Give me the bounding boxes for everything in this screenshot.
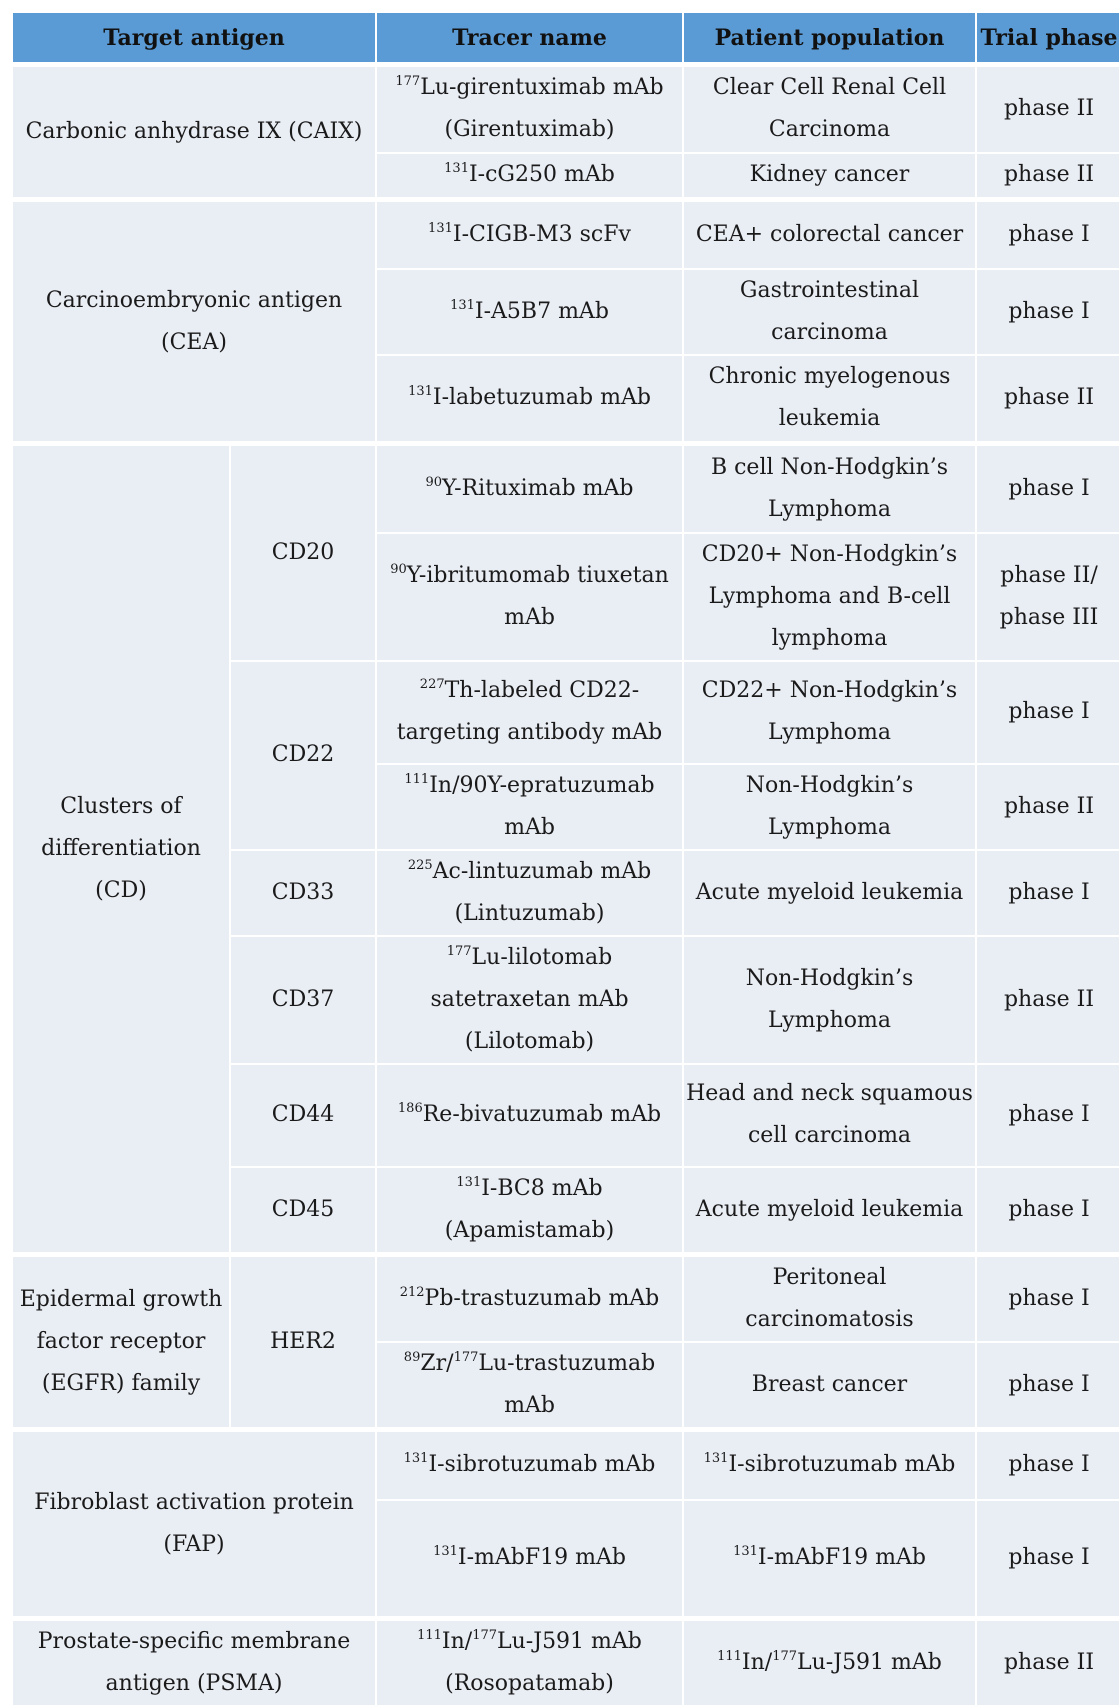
phase-cell: phase II bbox=[976, 936, 1119, 1064]
phase-cell: phase II bbox=[976, 153, 1119, 200]
population-cell bbox=[683, 1429, 976, 1500]
tracer-text: Lu-J591 mAb (Rosopatamab) bbox=[445, 1628, 642, 1696]
tracer-text: I-cG250 mAb bbox=[468, 162, 615, 188]
phase-cell: phase I bbox=[976, 269, 1119, 355]
tracer-text: I-labetuzumab mAb bbox=[432, 385, 651, 411]
isotope-mass: 90 bbox=[425, 474, 443, 490]
tracer-cell bbox=[376, 1064, 683, 1167]
population-cell: Breast cancer bbox=[683, 1342, 976, 1430]
isotope-mass: 177 bbox=[446, 943, 472, 959]
subgroup-cd37: CD37 bbox=[230, 936, 376, 1064]
subgroup-cd22: CD22 bbox=[230, 661, 376, 850]
group-egfr: Epidermal growth factor receptor (EGFR) family bbox=[12, 1254, 230, 1429]
phase-cell: phase II bbox=[976, 1618, 1119, 1706]
tracer-text: In/90Y-epratuzumab mAb bbox=[429, 772, 655, 840]
isotope-mass: 131 bbox=[450, 297, 475, 313]
isotope-mass: 89 bbox=[403, 1349, 421, 1365]
tracer-text: I-mAbF19 mAb bbox=[457, 1545, 626, 1571]
population-cell: Peritoneal carcinomatosis bbox=[683, 1254, 976, 1342]
tracer-cell bbox=[376, 1167, 683, 1255]
group-fap: Fibroblast activation protein (FAP) bbox=[12, 1429, 376, 1618]
table-row bbox=[12, 65, 1119, 153]
population-cell: Non-Hodgkin’s Lymphoma bbox=[683, 764, 976, 850]
tracer-text: I-sibrotuzumab mAb bbox=[428, 1452, 656, 1478]
isotope-mass: 111 bbox=[717, 1648, 742, 1664]
phase-cell: phase I bbox=[976, 444, 1119, 533]
phase-cell: phase I bbox=[976, 1342, 1119, 1430]
isotope-mass: 186 bbox=[397, 1101, 423, 1116]
tracer-cell bbox=[376, 936, 683, 1064]
tracer-cell bbox=[376, 850, 683, 936]
tracer-cell bbox=[376, 1618, 683, 1706]
population-text: I-sibrotuzumab mAb bbox=[728, 1452, 956, 1478]
header-tracer-name: Tracer name bbox=[376, 12, 683, 65]
isotope-mass: 227 bbox=[419, 677, 445, 692]
isotope-mass: 131 bbox=[733, 1544, 758, 1560]
radiotracer-trials-table bbox=[11, 11, 1119, 1707]
population-cell: Non-Hodgkin’s Lymphoma bbox=[683, 936, 976, 1064]
isotope-mass: 131 bbox=[408, 384, 433, 400]
group-cd: Clusters of differentiation (CD) bbox=[12, 444, 230, 1255]
isotope-mass: 177 bbox=[772, 1648, 798, 1664]
table-row bbox=[12, 1429, 1119, 1500]
group-psma: Prostate-specific membrane antigen (PSMA) bbox=[12, 1618, 376, 1706]
header-row bbox=[12, 12, 1119, 65]
isotope-mass: 131 bbox=[444, 161, 469, 177]
isotope-mass: 131 bbox=[703, 1451, 729, 1467]
isotope-mass: 111 bbox=[404, 771, 430, 787]
phase-cell: phase II/ phase III bbox=[976, 533, 1119, 661]
tracer-cell bbox=[376, 1429, 683, 1500]
header-patient-population: Patient population bbox=[683, 12, 976, 65]
phase-cell: phase I bbox=[976, 1429, 1119, 1500]
phase-cell: phase II bbox=[976, 65, 1119, 153]
phase-cell: phase II bbox=[976, 764, 1119, 850]
tracer-cell bbox=[376, 269, 683, 355]
header-trial-phase: Trial phase bbox=[976, 12, 1119, 65]
tracer-text: Pb-trastuzumab mAb bbox=[424, 1285, 660, 1311]
isotope-mass: 111 bbox=[417, 1627, 442, 1643]
tracer-text: Lu-girentuximab mAb (Girentuximab) bbox=[420, 75, 664, 143]
phase-cell: phase I bbox=[976, 1254, 1119, 1342]
isotope-mass: 177 bbox=[472, 1627, 498, 1643]
population-cell: CEA+ colorectal cancer bbox=[683, 200, 976, 269]
table-container bbox=[11, 11, 1118, 1707]
tracer-text: I-CIGB-M3 scFv bbox=[452, 221, 631, 247]
isotope-mass: 131 bbox=[428, 220, 453, 236]
phase-cell: phase II bbox=[976, 355, 1119, 444]
subgroup-cd45: CD45 bbox=[230, 1167, 376, 1255]
tracer-text: Re-bivatuzumab mAb bbox=[422, 1102, 662, 1127]
tracer-cell bbox=[376, 533, 683, 661]
population-cell: Head and neck squamous cell carcinoma bbox=[683, 1064, 976, 1167]
subgroup-her2: HER2 bbox=[230, 1254, 376, 1429]
isotope-mass: 212 bbox=[399, 1284, 425, 1300]
tracer-cell bbox=[376, 1342, 683, 1430]
tracer-cell bbox=[376, 153, 683, 200]
tracer-text: Th-labeled CD22-targeting antibody mAb bbox=[396, 678, 663, 745]
population-cell: Acute myeloid leukemia bbox=[683, 850, 976, 936]
population-cell: Chronic myelogenous leukemia bbox=[683, 355, 976, 444]
subgroup-cd44: CD44 bbox=[230, 1064, 376, 1167]
isotope-mass: 225 bbox=[407, 857, 433, 873]
population-text: In/ bbox=[741, 1649, 773, 1675]
phase-cell: phase I bbox=[976, 200, 1119, 269]
population-cell: Gastrointestinal carcinoma bbox=[683, 269, 976, 355]
tracer-cell bbox=[376, 1500, 683, 1618]
population-text: Lu-J591 mAb bbox=[797, 1649, 942, 1675]
tracer-text: Y-Rituximab mAb bbox=[442, 475, 634, 501]
tracer-cell bbox=[376, 355, 683, 444]
group-caix: Carbonic anhydrase IX (CAIX) bbox=[12, 65, 376, 200]
group-cea: Carcinoembryonic antigen (CEA) bbox=[12, 200, 376, 444]
tracer-text: Lu-trastuzumab mAb bbox=[478, 1350, 656, 1418]
subgroup-cd20: CD20 bbox=[230, 444, 376, 661]
tracer-text: Y-ibritumomab tiuxetan mAb bbox=[406, 562, 669, 630]
header-target-antigen: Target antigen bbox=[12, 12, 376, 65]
table-row bbox=[12, 1254, 1119, 1342]
tracer-text: Zr/ bbox=[420, 1350, 454, 1376]
table-row bbox=[12, 444, 1119, 533]
population-cell: CD22+ Non-Hodgkin’s Lymphoma bbox=[683, 661, 976, 764]
population-cell bbox=[683, 1618, 976, 1706]
isotope-mass: 177 bbox=[395, 74, 421, 90]
tracer-cell bbox=[376, 65, 683, 153]
phase-cell: phase I bbox=[976, 850, 1119, 936]
isotope-mass: 131 bbox=[433, 1544, 458, 1560]
phase-cell: phase I bbox=[976, 661, 1119, 764]
tracer-cell bbox=[376, 764, 683, 850]
population-cell: Kidney cancer bbox=[683, 153, 976, 200]
tracer-cell bbox=[376, 1254, 683, 1342]
population-cell: Acute myeloid leukemia bbox=[683, 1167, 976, 1255]
population-text: I-mAbF19 mAb bbox=[757, 1545, 926, 1571]
phase-cell: phase I bbox=[976, 1064, 1119, 1167]
population-cell: Clear Cell Renal Cell Carcinoma bbox=[683, 65, 976, 153]
tracer-text: In/ bbox=[441, 1628, 473, 1654]
table-row bbox=[12, 200, 1119, 269]
population-cell: CD20+ Non-Hodgkin’s Lymphoma and B-cell lymphoma bbox=[683, 533, 976, 661]
population-cell bbox=[683, 1500, 976, 1618]
tracer-cell bbox=[376, 444, 683, 533]
tracer-text: I-A5B7 mAb bbox=[474, 298, 609, 324]
tracer-cell bbox=[376, 661, 683, 764]
phase-cell: phase I bbox=[976, 1500, 1119, 1618]
isotope-mass: 177 bbox=[453, 1349, 479, 1365]
tracer-text: I-BC8 mAb (Apamistamab) bbox=[444, 1175, 615, 1243]
tracer-text: Lu-lilotomab satetraxetan mAb (Lilotomab) bbox=[430, 944, 629, 1054]
table-row bbox=[12, 1618, 1119, 1706]
phase-cell: phase I bbox=[976, 1167, 1119, 1255]
subgroup-cd33: CD33 bbox=[230, 850, 376, 936]
isotope-mass: 131 bbox=[456, 1174, 482, 1190]
isotope-mass: 90 bbox=[390, 561, 407, 577]
tracer-cell bbox=[376, 200, 683, 269]
isotope-mass: 131 bbox=[403, 1451, 429, 1467]
population-cell: B cell Non-Hodgkin’s Lymphoma bbox=[683, 444, 976, 533]
tracer-text: Ac-lintuzumab mAb (Lintuzumab) bbox=[432, 858, 652, 926]
